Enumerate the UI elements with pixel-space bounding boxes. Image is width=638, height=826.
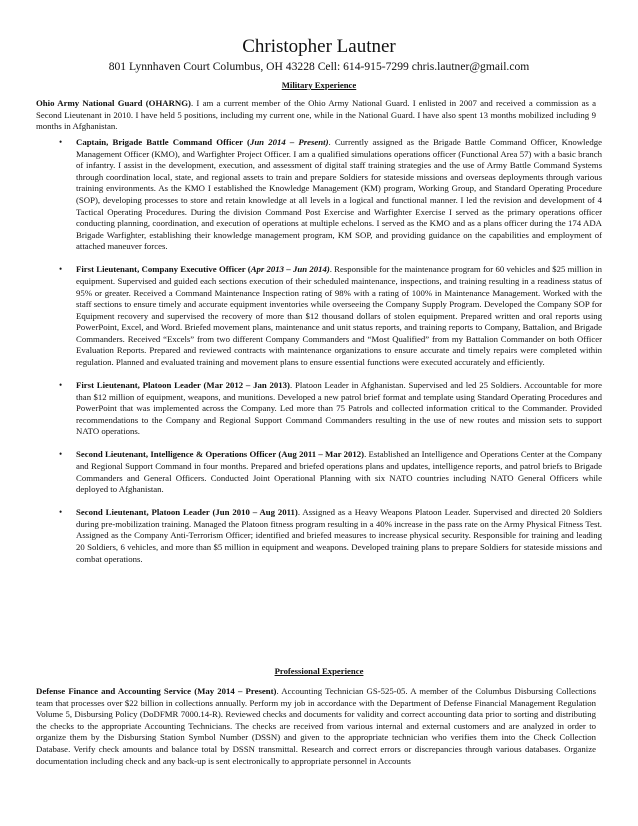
contact-line: 801 Lynnhaven Court Columbus, OH 43228 Cell: 614-915-7299 chris.lautner@gmail.com bbox=[108, 60, 530, 73]
military-intro-org: Ohio Army National Guard (OHARNG) bbox=[36, 98, 191, 108]
bullet-icon: • bbox=[59, 264, 63, 275]
applicant-name: Christopher Lautner bbox=[242, 36, 396, 57]
position-text: . Established an Intelligence and Operations Center at the Company and Regional Support Command in four months. Prepared and briefed operations plans and updates, intelligence reports, and patrol briefs to Brigade Commanders and General Officers. Conducted Joint Operational Planning with six NATO countries including NATO General Officers while deployed to Afghanistan. bbox=[76, 449, 602, 495]
bullet-icon: • bbox=[59, 380, 63, 391]
military-position bbox=[36, 507, 602, 565]
military-position bbox=[36, 264, 602, 368]
military-intro-text: . I am a current member of the Ohio Army National Guard. I enlisted in 2007 and received a commission as a Second Lieutenant in 2010. I have held 5 positions, including my current one, while in the National Guard. I have also spent 13 months mobilized including 9 months in Afghanistan. bbox=[36, 98, 597, 132]
military-positions-list bbox=[36, 137, 602, 577]
position-dates: Apr 2013 – Jun 2014) bbox=[250, 264, 330, 275]
position-title: Captain, Brigade Battle Command Officer ( bbox=[76, 137, 250, 147]
professional-org: Defense Finance and Accounting Service (May 2014 – Present) bbox=[36, 686, 277, 696]
position-title: First Lieutenant, Platoon Leader (Mar 2012 – Jan 2013) bbox=[76, 380, 290, 391]
position-dates: Jun 2014 – Present) bbox=[249, 137, 329, 147]
bullet-icon: • bbox=[59, 137, 63, 147]
bullet-icon: • bbox=[59, 449, 63, 460]
professional-text: . Accounting Technician GS-525-05. A member of the Columbus Disbursing Collections team that processes over $22 billion in collections annually. Perform my job in accordance with the Department of Defense Financial Management Regulation Volume 5, Disbursing Policy (DoDFMR 7000.14-R). Reviewed checks and documents for validity and correct accounting data prior to sorting and distributing the checks to the appropriate Accounting Technicians. The checks are received from various internal and external customers and are analyzed in order to organize them by the Disbursing Station Symbol Number (DSSN) and given to the appropriate technician who verifies them into the Check Collection Database. Verify check amounts and balance total by DSSN transmittal. Research and correct errors or discrepancies through various databases. Organize documentation including check and any back-up is sent electronically to appropriate personnel in Accounts bbox=[36, 686, 596, 766]
military-experience-heading: Military Experience bbox=[281, 80, 357, 90]
military-position bbox=[36, 380, 602, 438]
position-title: First Lieutenant, Company Executive Officer ( bbox=[76, 264, 251, 275]
position-title: Second Lieutenant, Intelligence & Operations Officer (Aug 2011 – Mar 2012) bbox=[76, 449, 365, 460]
position-text: . Currently assigned as the Brigade Battle Command Officer, Knowledge Management Officer (KMO), and Warfighter Project Officer. I am a qualified simulations operations officer (Functional Area 57) with a basic branch of infantry. I assist in the development, execution, and assessment of digital staff training strategies and the use of Army Battle Command Systems through coordination local, state, and regional assets to train and prepare Soldiers for stateside missions and overseas deployments through various training environments. As the KMO I established the Knowledge Management (KM) program, Working Group, and Standard Operating Procedure (SOP), developing processes to store and retain knowledge at all levels in a logical and functional manner. I led the revision and development of 4 Tactical Operating Procedures. During the division Command Post Exercise and Warfighter Exercise I served as the primary operations officer conducting planning, coordination, and execution of operations at multiple echelons. I served as the KMO and as a plans officer during the 174 ADA Brigade Warfighter, establishing their knowledge management program, KM SOP, and providing guidance on the capabilities and employment of attached maneuver forces. bbox=[76, 137, 602, 252]
position-title: Second Lieutenant, Platoon Leader (Jun 2010 – Aug 2011) bbox=[76, 507, 298, 518]
professional-entry bbox=[36, 686, 596, 767]
military-position bbox=[36, 449, 602, 495]
bullet-icon: • bbox=[59, 507, 63, 518]
military-position bbox=[36, 137, 602, 253]
position-text: . Platoon Leader in Afghanistan. Supervised and led 25 Soldiers. Accountable for more than $12 million of equipment, weapons, and munitions. Developed a new patrol brief format and template using Standard Operating Procedures and PowerPoint that was implemented across the Company. Led more than 75 Patrols and collected information critical to the Commander. Provided recommendations to the Company and Regional Support Command Commanders resulting in the use of new routes and mission sets to support NATO operations. bbox=[76, 380, 602, 437]
position-text: . Assigned as a Heavy Weapons Platoon Leader. Supervised and directed 20 Soldiers during pre-mobilization training. Managed the Platoon fitness program resulting in a 40% increase in the pass rate on the Army Physical Fitness Test. Assigned as the Company Anti-Terrorism Officer; identified and briefed measures to increase physical security. Responsible for training and leading 20 Soldiers, 6 vehicles, and more than $5 million in equipment and weapons. Developed training plans to prepare Soldiers for stateside missions and combat operations. bbox=[76, 507, 603, 564]
military-intro bbox=[36, 98, 596, 133]
position-text: . Responsible for the maintenance program for 60 vehicles and $25 million in equipment. Supervised and guided each sections execution of their scheduled maintenance, inspections, and training resulting in a readiness status of 95% or greater. Received a Command Maintenance Inspection rating of 98% with a rating of 100% in Maintenance Management. Worked with the staff sections to ensure timely and accurate equipment inventories while overseeing the Company Supply Program. Developed the Company SOP for Equipment recovery and supervised the recovery of more than $12 thousand dollars of stolen equipment. Prepared written and oral reports using PowerPoint, Excel, and Word. Briefed movement plans, maintenance and unit status reports, and training reports to Company, Battalion, and Brigade Commanders. Received “Excels” from two different Company Commanders and “Most Qualified” from my Battalion Commander on both Officer Evaluation Reports. Prepared and reviewed contracts with maintenance organizations to ensure accurate and timely repairs were completed within regulation. Planned and evaluated training and movement plans to ensure essential functions were executed accurately and efficiently. bbox=[76, 264, 602, 368]
professional-experience-heading: Professional Experience bbox=[274, 666, 364, 676]
